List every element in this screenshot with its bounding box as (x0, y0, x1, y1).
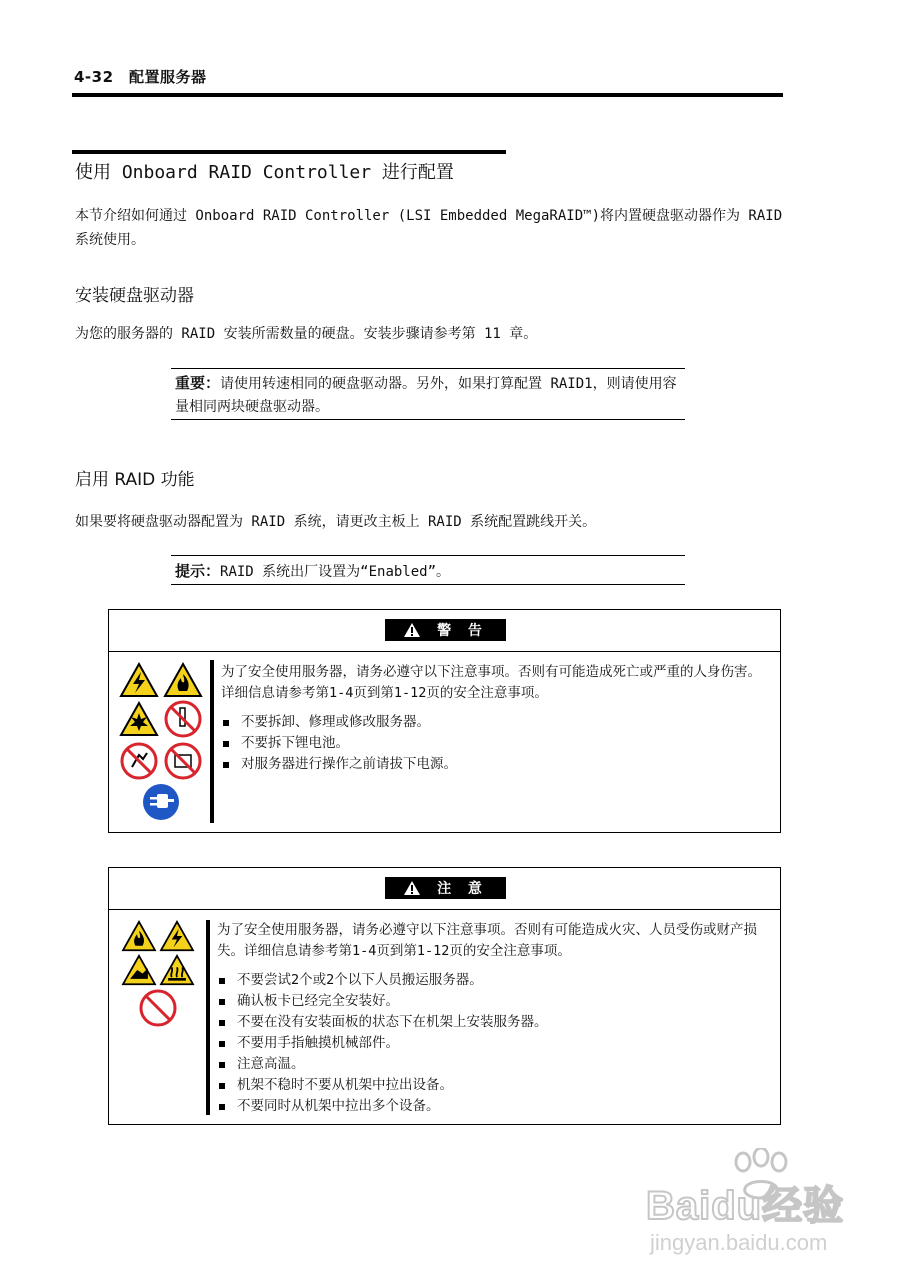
intro-paragraph: 本节介绍如何通过 Onboard RAID Controller (LSI Embedded MegaRAID™)将内置硬盘驱动器作为 RAID 系统使用。 (75, 208, 783, 248)
no-repair-icon (163, 741, 203, 781)
electric-shock-icon (159, 920, 195, 952)
enable-paragraph: 如果要将硬盘驱动器配置为 RAID 系统，请更改主板上 RAID 系统配置跳线开关。 (75, 514, 597, 530)
header-rule (72, 93, 783, 97)
list-item: 不要拆卸、修理或修改服务器。 (221, 712, 771, 733)
important-note (171, 368, 685, 420)
warning-divider (210, 660, 214, 823)
warning-text: 为了安全使用服务器，请务必遵守以下注意事项。否则有可能造成死亡或严重的人身伤害。详细信息请参考第1-4页到第1-12页的安全注意事项。 (221, 664, 761, 701)
list-item: 对服务器进行操作之前请拔下电源。 (221, 754, 771, 775)
watermark-url: jingyan.baidu.com (650, 1230, 828, 1255)
caution-divider (206, 920, 210, 1115)
no-disassembly-icon (163, 699, 203, 739)
list-item: 不要同时从机架中拉出多个设备。 (217, 1096, 773, 1117)
page-header: 4-32 配置服务器 (74, 68, 207, 86)
baidu-watermark (646, 1148, 866, 1268)
prohibited-icon (138, 988, 178, 1028)
fire-icon (121, 920, 157, 952)
unplug-power-icon (141, 782, 181, 822)
no-touch-icon (119, 741, 159, 781)
warning-header (109, 610, 780, 652)
tip-text: RAID 系统出厂设置为“Enabled”。 (220, 564, 451, 580)
list-item: 机架不稳时不要从机架中拉出设备。 (217, 1075, 773, 1096)
watermark-brand: Baidu经验 (646, 1184, 845, 1228)
caution-box (108, 867, 781, 1125)
explosion-icon (119, 701, 159, 737)
warning-title: 警 告 (437, 623, 488, 639)
tip-note (171, 555, 685, 585)
important-text: 请使用转速相同的硬盘驱动器。另外，如果打算配置 RAID1，则请使用容量相同两块硬盘驱动器。 (175, 376, 677, 415)
list-item: 不要用手指触摸机械部件。 (217, 1033, 773, 1054)
list-item: 确认板卡已经完全安装好。 (217, 991, 773, 1012)
caution-title: 注 意 (437, 881, 488, 897)
warning-tag (385, 619, 506, 641)
fire-icon (163, 662, 203, 698)
alert-triangle-icon (403, 622, 421, 638)
list-item: 不要在没有安装面板的状态下在机架上安装服务器。 (217, 1012, 773, 1033)
hot-surface-icon (159, 954, 195, 986)
install-paragraph: 为您的服务器的 RAID 安装所需数量的硬盘。安装步骤请参考第 11 章。 (75, 326, 538, 342)
tip-label: 提示： (175, 562, 221, 580)
caution-header (109, 868, 780, 910)
caution-list (217, 970, 773, 1117)
electric-shock-icon (119, 662, 159, 698)
caution-tag (385, 877, 506, 899)
section-title: 使用 Onboard RAID Controller 进行配置 (75, 162, 454, 183)
alert-triangle-icon (403, 880, 421, 896)
install-heading: 安装硬盘驱动器 (75, 286, 194, 306)
warning-list (221, 712, 771, 775)
caution-text: 为了安全使用服务器，请务必遵守以下注意事项。否则有可能造成火灾、人员受伤或财产损失。详细信息请参考第1-4页到第1-12页的安全注意事项。 (217, 922, 757, 959)
important-label: 重要： (175, 374, 221, 392)
warning-box (108, 609, 781, 833)
list-item: 不要拆下锂电池。 (221, 733, 771, 754)
list-item: 不要尝试2个或2个以下人员搬运服务器。 (217, 970, 773, 991)
section-bar (72, 150, 506, 154)
enable-heading: 启用 RAID 功能 (75, 470, 195, 490)
list-item: 注意高温。 (217, 1054, 773, 1075)
pinch-hazard-icon (121, 954, 157, 986)
